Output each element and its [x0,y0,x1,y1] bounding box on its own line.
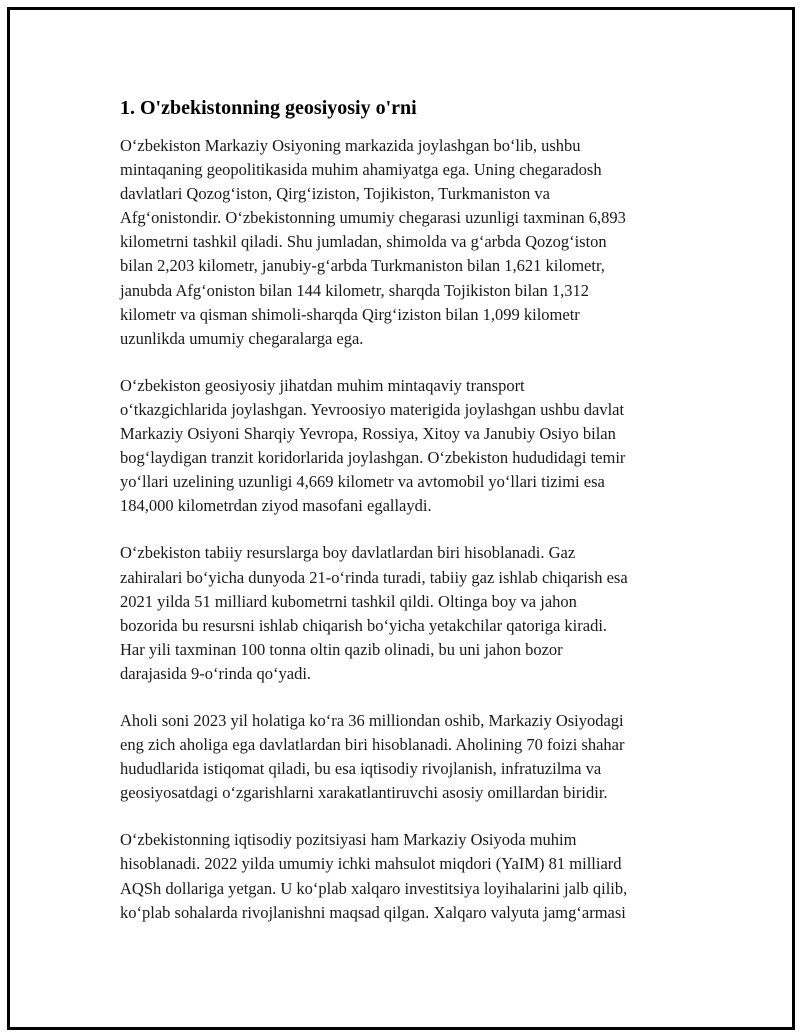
text-line: kilometr va qisman shimoli-sharqda Qirg‘iziston bilan 1,099 kilometr [120,304,580,324]
text-line: zahiralari bo‘yicha dunyoda 21-o‘rinda turadi, tabiiy gaz ishlab chiqarish esa [120,567,628,587]
text-line: hisoblanadi. 2022 yilda umumiy ichki mahsulot miqdori (YaIM) 81 milliard [120,854,622,874]
text-line: yo‘llari uzelining uzunligi 4,669 kilometr va avtomobil yo‘llari tizimi esa [120,472,605,492]
paragraph [120,374,700,519]
text-line: O‘zbekiston tabiiy resurslarga boy davlatlardan biri hisoblanadi. Gaz [120,543,576,563]
text-line: darajasida 9-o‘rinda qo‘yadi. [120,663,312,683]
section-heading: 1. O'zbekistonning geosiyosiy o'rni [120,97,417,119]
text-line: kilometrni tashkil qiladi. Shu jumladan, shimolda va g‘arbda Qozog‘iston [120,232,607,252]
text-line: mintaqaning geopolitikasida muhim ahamiyatga ega. Uning chegaradosh [120,160,602,180]
text-line: AQSh dollariga yetgan. U ko‘plab xalqaro investitsiya loyihalarini jalb qilib, [120,878,628,898]
paragraph [120,709,700,805]
text-line: bilan 2,203 kilometr, janubiy-g‘arbda Turkmaniston bilan 1,621 kilometr, [120,256,605,276]
text-line: geosiyosatdagi o‘zgarishlarni xarakatlantiruvchi asosiy omillardan biridir. [120,783,608,803]
text-line: O‘zbekistonning iqtisodiy pozitsiyasi ham Markaziy Osiyoda muhim [120,830,577,850]
paragraph [120,134,700,351]
text-line: O‘zbekiston geosiyosiy jihatdan muhim mintaqaviy transport [120,375,525,395]
text-line: janubda Afg‘oniston bilan 144 kilometr, sharqda Tojikiston bilan 1,312 [120,280,589,300]
text-line: bozorida bu resursni ishlab chiqarish bo‘yicha yetakchilar qatoriga kiradi. [120,615,608,635]
text-line: Afg‘onistondir. O‘zbekistonning umumiy chegarasi uzunligi taxminan 6,893 [120,208,626,228]
text-line: Markaziy Osiyoni Sharqiy Yevropa, Rossiya, Xitoy va Janubiy Osiyo bilan [120,424,616,444]
text-line: 2021 yilda 51 milliard kubometrni tashkil qildi. Oltinga boy va jahon [120,591,577,611]
text-line: o‘tkazgichlarida joylashgan. Yevroosiyo materigida joylashgan ushbu davlat [120,399,625,419]
text-line: davlatlari Qozog‘iston, Qirg‘iziston, Tojikiston, Turkmaniston va [120,184,550,204]
text-line: uzunlikda umumiy chegaralarga ega. [120,328,364,348]
text-line: O‘zbekiston Markaziy Osiyoning markazida joylashgan bo‘lib, ushbu [120,136,581,155]
text-line: 184,000 kilometrdan ziyod masofani egallaydi. [120,496,432,516]
text-line: ko‘plab sohalarda rivojlanishni maqsad qilgan. Xalqaro valyuta jamg‘armasi [120,902,626,922]
text-line: bog‘laydigan tranzit koridorlarida joylashgan. O‘zbekiston hududidagi temir [120,448,626,468]
document-page [7,7,795,1030]
paragraph [120,828,700,924]
text-line: Aholi soni 2023 yil holatiga ko‘ra 36 milliondan oshib, Markaziy Osiyodagi [120,710,624,730]
text-line: Har yili taxminan 100 tonna oltin qazib olinadi, bu uni jahon bozor [120,639,563,659]
document-content [120,96,700,948]
paragraph [120,541,700,686]
text-line: hududlarida istiqomat qiladi, bu esa iqtisodiy rivojlanish, infratuzilma va [120,759,602,779]
paragraph-list [120,134,700,925]
text-line: eng zich aholiga ega davlatlardan biri hisoblanadi. Aholining 70 foizi shahar [120,735,625,755]
